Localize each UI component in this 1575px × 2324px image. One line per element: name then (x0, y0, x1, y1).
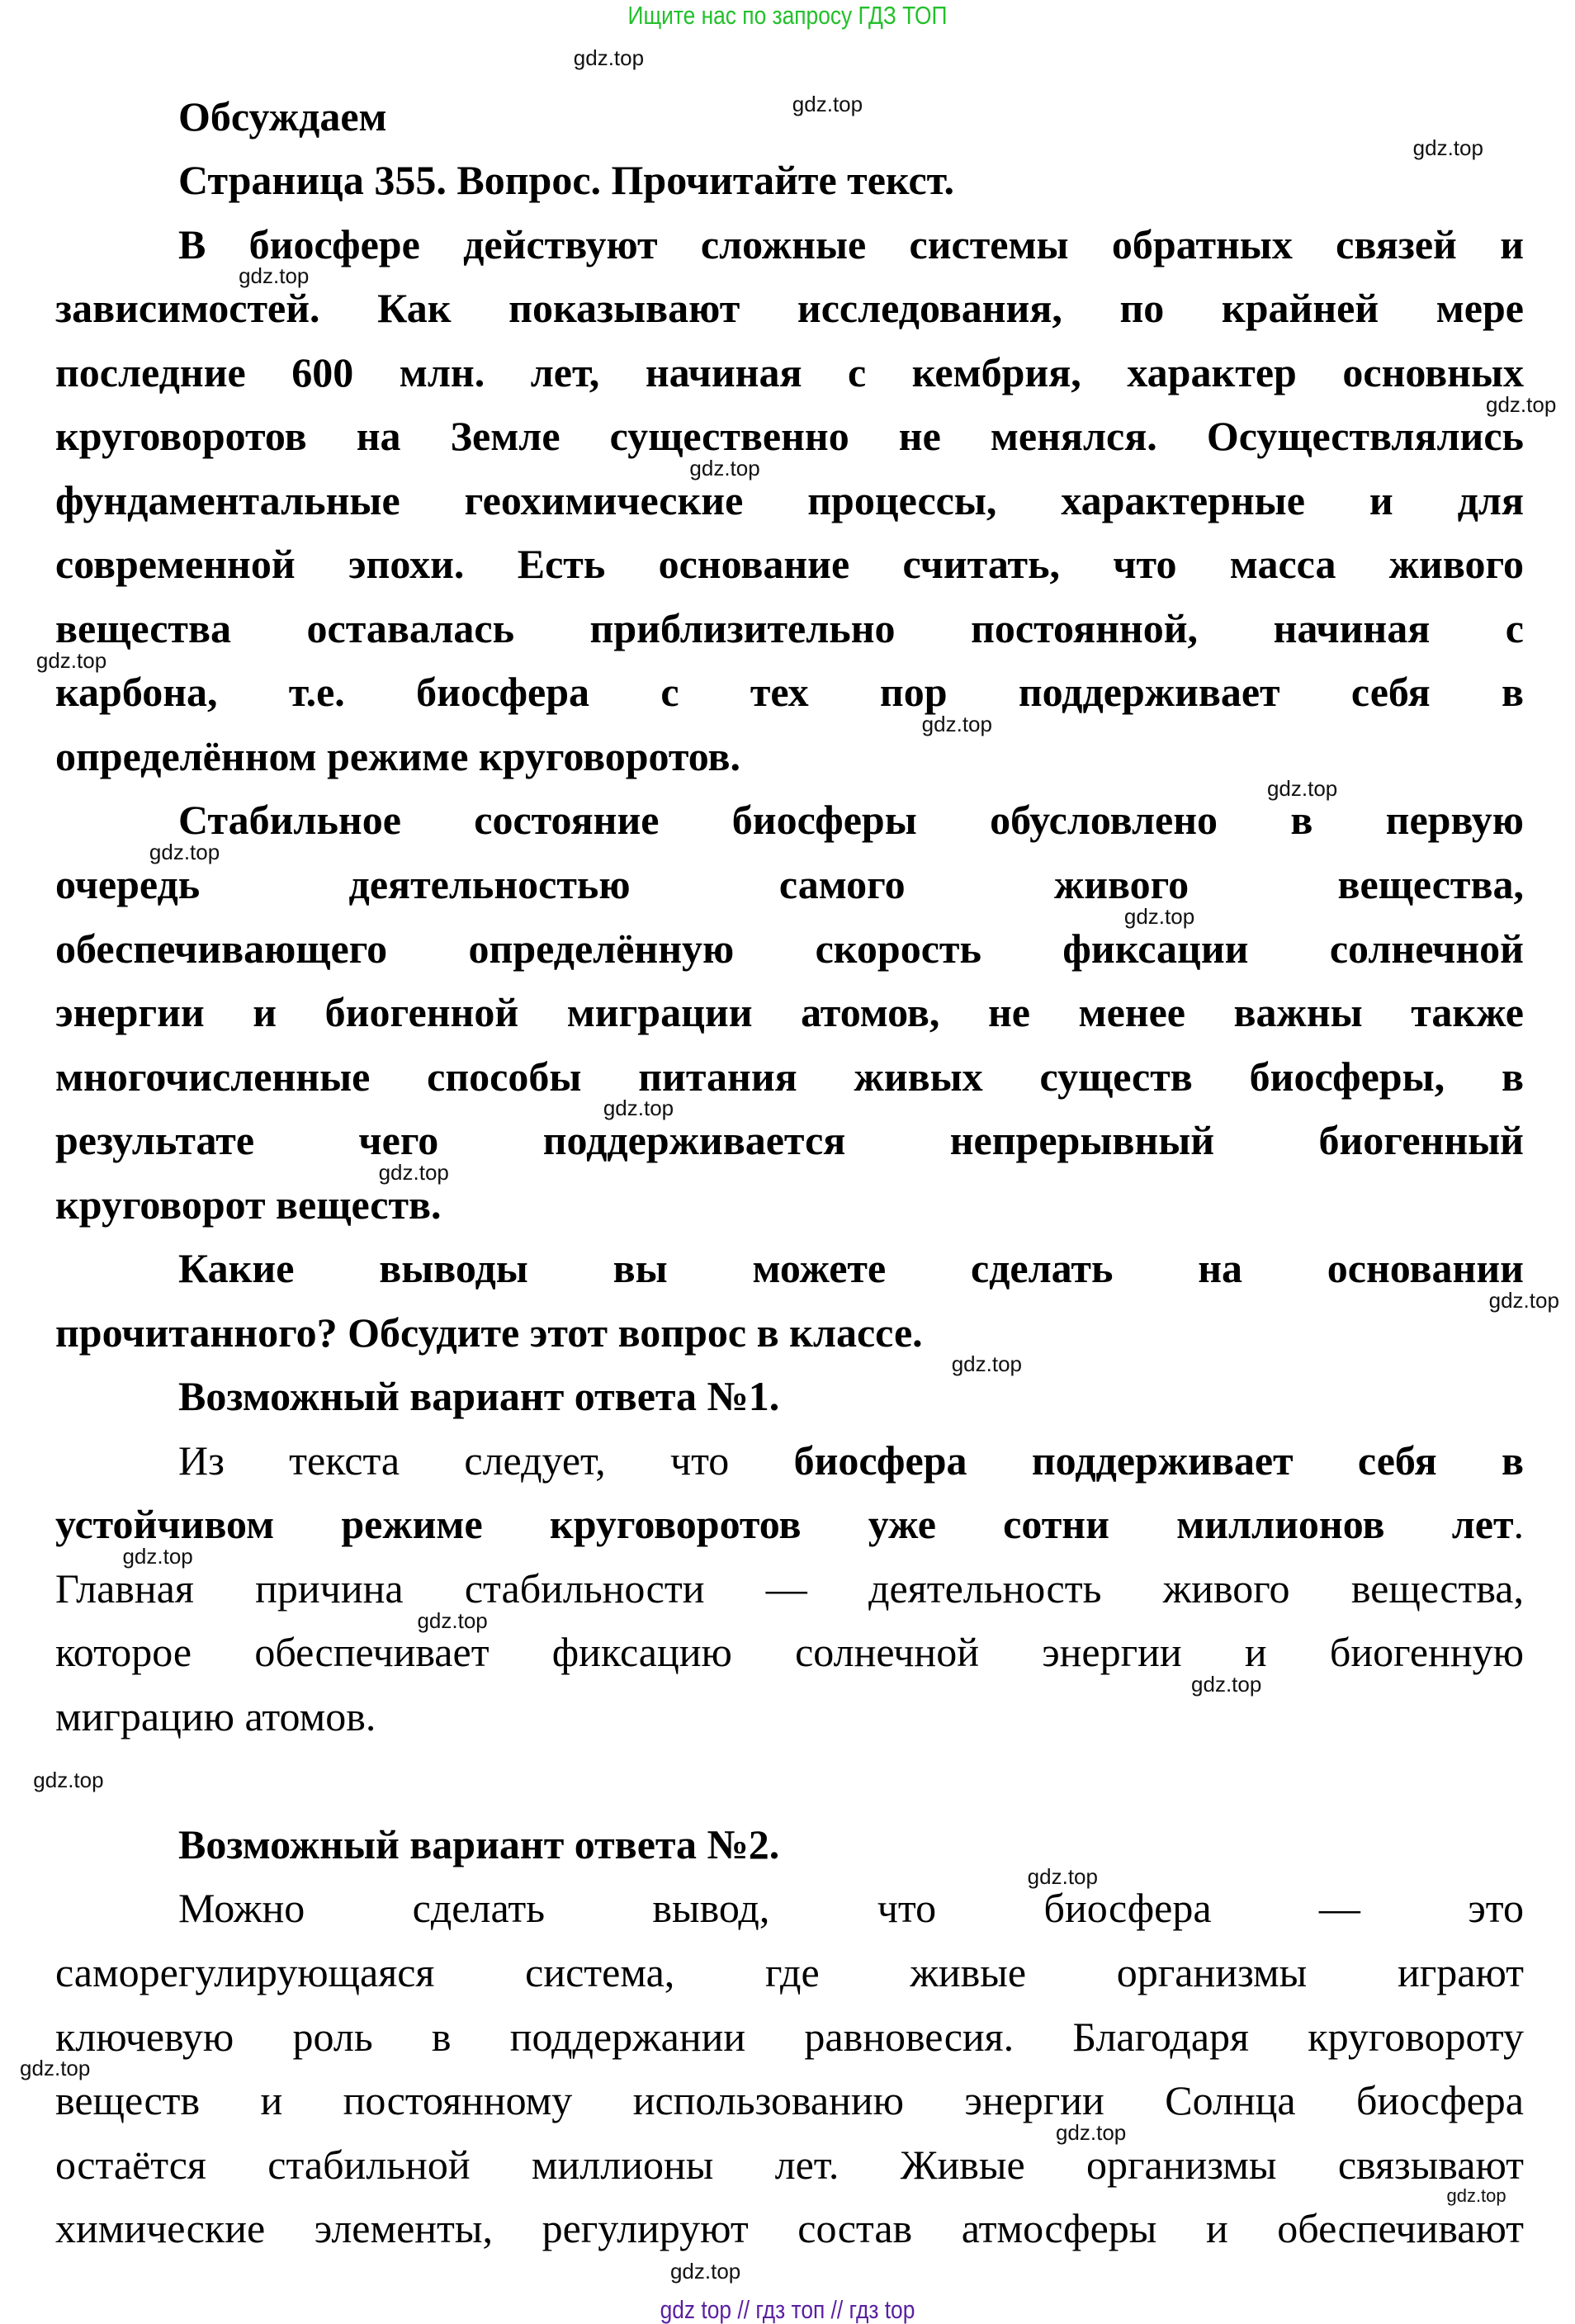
text-segment: остаётся стабильной миллионы лет. Живые организмы связывают (55, 2141, 1524, 2188)
text-segment: химические элементы, регулируют состав атмосферы и обеспечивают (55, 2205, 1524, 2252)
text-segment: карбона, т.е. биосфера с тех пор поддерживает себя в (55, 669, 1524, 716)
heading (178, 92, 387, 140)
text-line (55, 604, 1524, 651)
text-segment: вещества оставалась приблизительно постоянной, начиная с (55, 604, 1524, 651)
watermark: gdz.top (20, 2056, 91, 2081)
heading (178, 157, 954, 204)
text-segment: миграцию атомов. (55, 1692, 376, 1739)
watermark: gdz.top (1446, 2185, 1506, 2207)
text-segment: саморегулирующаяся система, где живые организмы играют (55, 1948, 1524, 1995)
text-segment: Главная причина стабильности — деятельность живого вещества, (55, 1564, 1524, 1612)
text-segment: прочитанного? Обсудите этот вопрос в классе. (55, 1309, 923, 1356)
text-line (55, 1181, 442, 1228)
text-segment: определённом режиме круговоротов. (55, 732, 741, 779)
watermark: gdz.top (33, 1768, 104, 1793)
text-segment: результате чего поддерживается непрерывный биогенный (55, 1117, 1524, 1164)
text-segment: Возможный вариант ответа №2. (178, 1820, 780, 1867)
text-segment: современной эпохи. Есть основание считать, что масса живого (55, 541, 1524, 588)
text-segment: многочисленные способы питания живых существ биосферы, в (55, 1053, 1524, 1100)
text-segment: которое обеспечивает фиксацию солнечной энергии и биогенную (55, 1629, 1524, 1676)
text-line (55, 285, 1524, 332)
text-line (178, 797, 1524, 844)
text-line (55, 2205, 1524, 2252)
heading (178, 1373, 780, 1420)
text-line (55, 413, 1524, 460)
text-line (178, 220, 1524, 267)
search-banner[interactable]: Ищите нас по запросу ГДЗ ТОП (627, 1, 948, 30)
watermark: gdz.top (239, 263, 310, 289)
text-line (55, 669, 1524, 716)
watermark: gdz.top (1123, 903, 1195, 929)
watermark: gdz.top (921, 712, 992, 737)
watermark: gdz.top (1488, 1287, 1559, 1313)
watermark: gdz.top (669, 2259, 741, 2284)
footer-links[interactable]: gdz top // гдз топ // гдз top (660, 2295, 915, 2324)
text-line (178, 1885, 1524, 1932)
text-segment: биосфера поддерживает себя в (793, 1437, 1525, 1484)
text-segment: В биосфере действуют сложные системы обратных связей и (178, 220, 1524, 267)
watermark: gdz.top (1412, 135, 1483, 161)
text-line (55, 925, 1524, 972)
text-line (55, 1117, 1524, 1164)
watermark: gdz.top (417, 1607, 488, 1633)
watermark: gdz.top (603, 1096, 674, 1121)
text-segment: обеспечивающего определённую скорость фиксации солнечной (55, 925, 1524, 972)
text-segment: Можно сделать вывод, что биосфера — это (178, 1885, 1524, 1932)
text-line (55, 1948, 1524, 1995)
text-line (55, 2013, 1524, 2060)
text-segment: последние 600 млн. лет, начиная с кембрия, характер основных (55, 348, 1524, 395)
text-segment: зависимостей. Как показывают исследования, по крайней мере (55, 285, 1524, 332)
text-segment: Возможный вариант ответа №1. (178, 1373, 780, 1420)
text-line (55, 860, 1524, 907)
heading (178, 1820, 780, 1867)
watermark: gdz.top (1027, 1863, 1098, 1889)
text-line (55, 1053, 1524, 1100)
watermark: gdz.top (1055, 2119, 1127, 2145)
watermark: gdz.top (1266, 775, 1338, 801)
watermark: gdz.top (573, 45, 645, 71)
text-segment: Из текста следует, что (178, 1437, 794, 1484)
text-line (55, 2141, 1524, 2188)
text-segment: Страница 355. Вопрос. Прочитайте текст. (178, 157, 954, 204)
text-line (55, 348, 1524, 395)
text-segment: веществ и постоянному использованию энергии Солнца биосфера (55, 2077, 1524, 2124)
text-segment: устойчивом режиме круговоротов уже сотни миллионов лет (55, 1501, 1514, 1548)
text-line (55, 1564, 1524, 1612)
watermark: gdz.top (689, 456, 760, 481)
text-line (55, 989, 1524, 1036)
text-line (55, 1629, 1524, 1676)
text-line (55, 732, 741, 779)
text-segment: круговорот веществ. (55, 1181, 442, 1228)
text-segment: круговоротов на Земле существенно не менялся. Осуществлялись (55, 413, 1524, 460)
text-segment: энергии и биогенной миграции атомов, не менее важны также (55, 989, 1524, 1036)
text-line (178, 1245, 1524, 1292)
text-line (55, 1501, 1524, 1548)
text-line (55, 476, 1524, 523)
text-segment: . (1513, 1501, 1524, 1548)
text-segment: Стабильное состояние биосферы обусловлено в первую (178, 797, 1524, 844)
watermark: gdz.top (149, 840, 220, 865)
watermark: gdz.top (378, 1159, 449, 1185)
text-segment: ключевую роль в поддержании равновесия. Благодаря круговороту (55, 2013, 1524, 2060)
text-line (55, 1692, 376, 1739)
text-segment: фундаментальные геохимические процессы, характерные и для (55, 476, 1524, 523)
watermark: gdz.top (1486, 391, 1557, 417)
watermark: gdz.top (35, 647, 107, 673)
text-line (55, 2077, 1524, 2124)
watermark: gdz.top (792, 92, 863, 117)
text-line (55, 1309, 923, 1356)
text-line (55, 541, 1524, 588)
watermark: gdz.top (1191, 1672, 1262, 1697)
watermark: gdz.top (122, 1544, 193, 1569)
text-segment: очередь деятельностью самого живого вещества, (55, 860, 1524, 907)
watermark: gdz.top (951, 1351, 1023, 1377)
text-segment: Обсуждаем (178, 92, 387, 140)
text-line (178, 1437, 1525, 1484)
text-segment: Какие выводы вы можете сделать на основании (178, 1245, 1524, 1292)
